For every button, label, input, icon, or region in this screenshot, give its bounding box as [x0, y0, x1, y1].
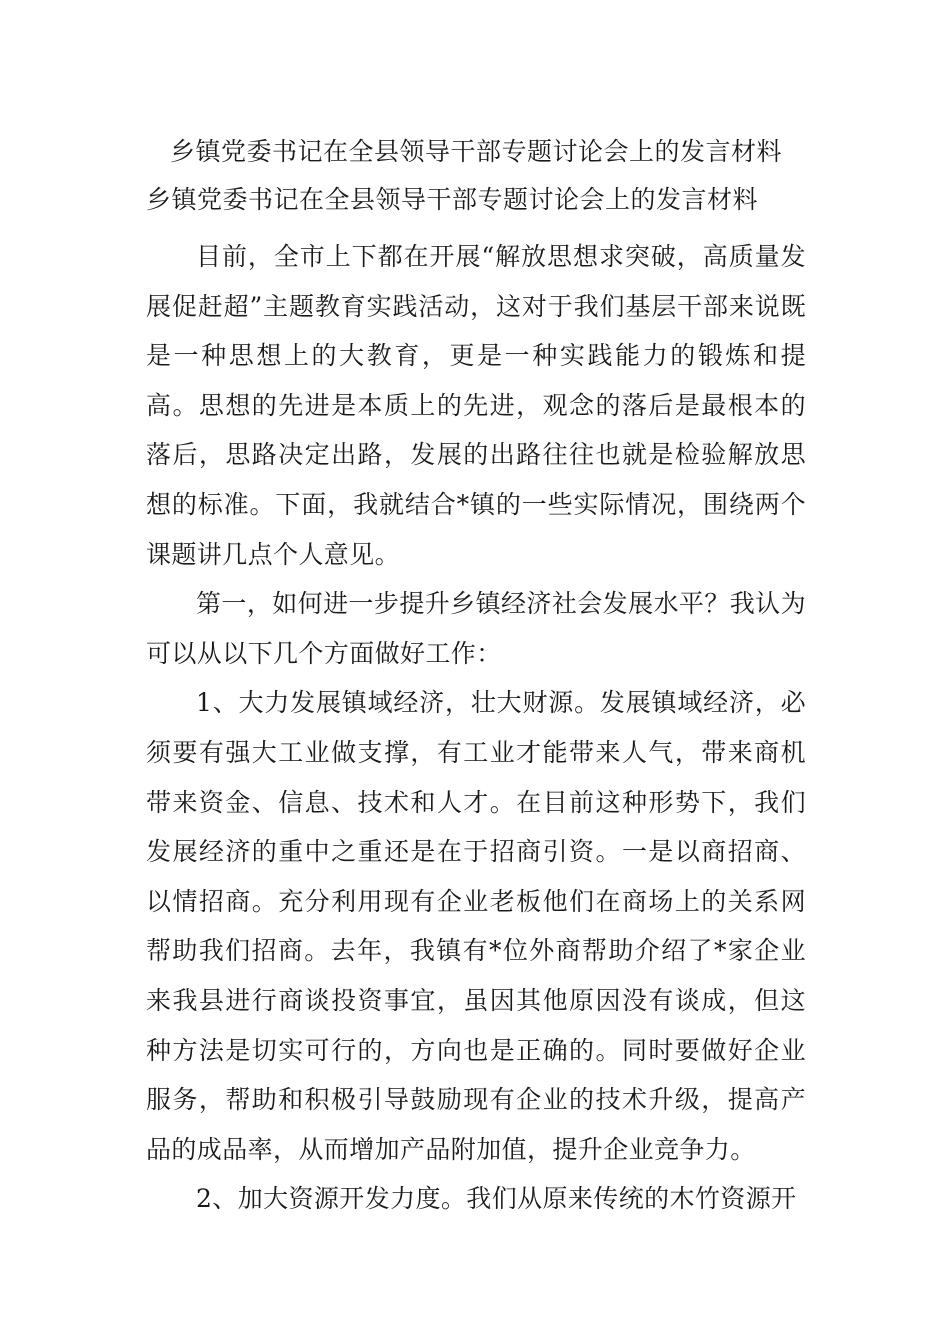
- document-title: 乡镇党委书记在全县领导干部专题讨论会上的发言材料: [170, 137, 783, 166]
- paragraph-first-question: 第一，如何进一步提升乡镇经济社会发展水平？我认为可以从以下几个方面做好工作：: [146, 589, 806, 668]
- document-body: [146, 232, 806, 1224]
- paragraph-point-1: 1、大力发展镇域经济，壮大财源。发展镇域经济，必须要有强大工业做支撑，有工业才能带来人气，带来商机带来资金、信息、技术和人才。在目前这种形势下，我们发展经济的重中之重还是在于招商引资。一是以商招商、以情招商。充分利用现有企业老板他们在商场上的关系网帮助我们招商。去年，我镇有*位外商帮助介绍了*家企业来我县进行商谈投资事宜，虽因其他原因没有谈成，但这种方法是切实可行的，方向也是正确的。同时要做好企业服务，帮助和积极引导鼓励现有企业的技术升级，提高产品的成品率，从而增加产品附加值，提升企业竞争力。: [146, 688, 806, 1164]
- document-subtitle: 乡镇党委书记在全县领导干部专题讨论会上的发言材料: [146, 185, 759, 214]
- paragraph-intro: 目前，全市上下都在开展“解放思想求突破，高质量发展促赶超”主题教育实践活动，这对于我们基层干部来说既是一种思想上的大教育，更是一种实践能力的锻炼和提高。思想的先进是本质上的先进，观念的落后是最根本的落后，思路决定出路，发展的出路往往也就是检验解放思想的标准。下面，我就结合*镇的一些实际情况，围绕两个课题讲几点个人意见。: [146, 242, 806, 569]
- paragraph-point-2: 2、加大资源开发力度。我们从原来传统的木竹资源开: [196, 1184, 797, 1214]
